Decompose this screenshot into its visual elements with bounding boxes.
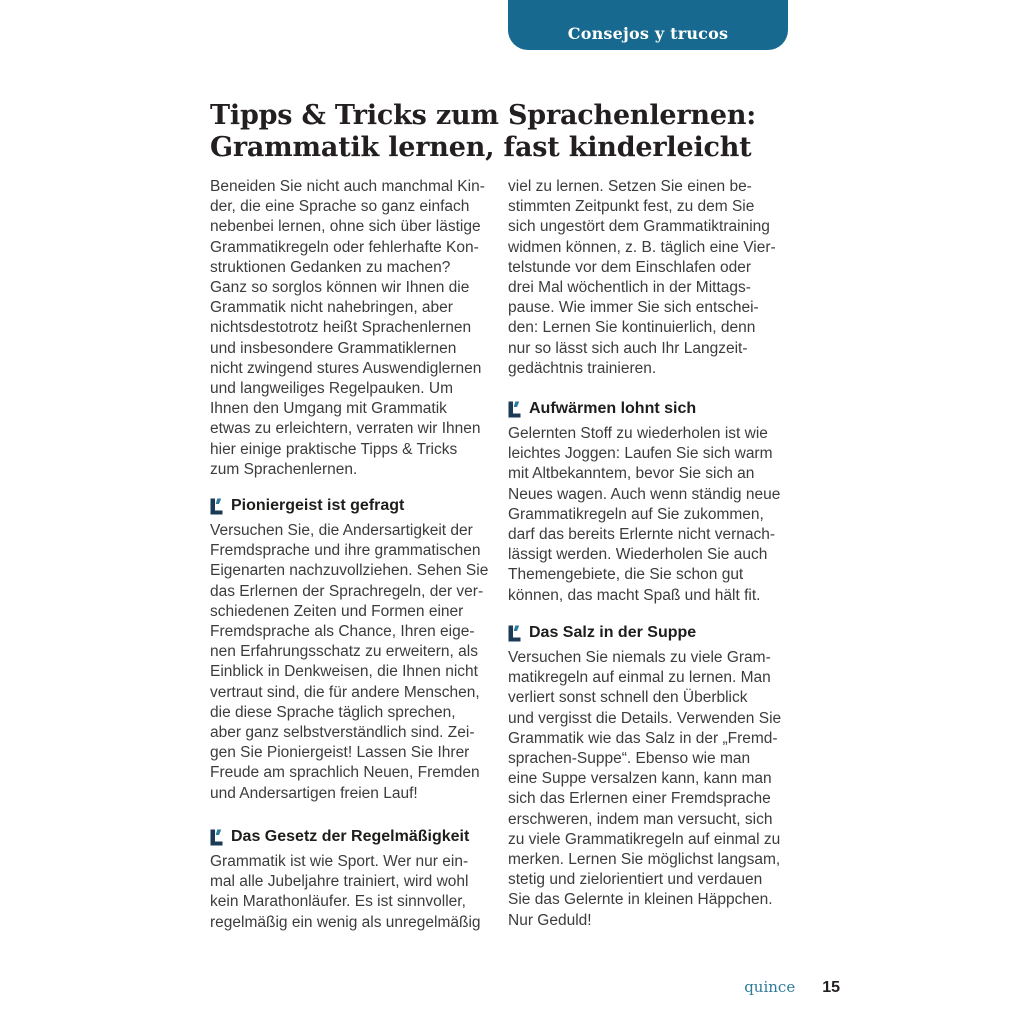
section-paragraph: Gelernten Stoff zu wiederholen ist wie leichtes Joggen: Laufen Sie sich warm mit Altbekanntem, bevor Sie sich an Neues wagen. Auch wenn ständig neue Grammatikregeln auf Sie zukommen, darf das bereits Erlernte nicht vernach- lässigt werden. Wiederholen Sie auch Themengebiete, die Sie schon gut können, das macht Spaß und hält fit.: [508, 425, 781, 604]
page-title-line1: Tipps & Tricks zum Sprachenlernen:: [210, 100, 757, 131]
section-heading-salz: [508, 624, 696, 642]
continuation-paragraph: viel zu lernen. Setzen Sie einen be- stimmten Zeitpunkt fest, zu dem Sie sich ungestört dem Grammatiktraining widmen können, z. B. täglich eine Vier- telstunde vor dem Einschlafen oder drei Mal wöchentlich in der Mittags- pause. Wie immer Sie sich entschei- den: Lernen Sie kontinuierlich, denn nur so lässt sich auch Ihr Langzeit- gedächtnis trainieren.: [508, 178, 776, 377]
page-title: [210, 100, 810, 164]
intro-paragraph: Beneiden Sie nicht auch manchmal Kin- der, die eine Sprache so ganz einfach nebenbei lernen, ohne sich über lästige Grammatikregeln oder fehlerhafte Kon- struktionen Gedanken zu machen? Ganz so sorglos können wir Ihnen die Grammatik nicht nahebringen, aber nichtsdestotrotz heißt Sprachenlernen und insbesondere Grammatiklernen nicht zwingend stures Auswendiglernen und langweiliges Regelpauken. Um Ihnen den Umgang mit Grammatik etwas zu erleichtern, verraten wir Ihnen hier einige praktische Tipps & Tricks zum Sprachenlernen.: [210, 178, 485, 478]
section-heading-label: Das Salz in der Suppe: [529, 624, 697, 641]
footer-page-word: quince: [744, 978, 796, 996]
section-heading-regelmaessigkeit: [210, 828, 469, 846]
langenscheidt-l-icon: [508, 401, 521, 418]
section-heading-label: Das Gesetz der Regelmäßigkeit: [231, 828, 470, 845]
page-title-line2: Grammatik lernen, fast kinderleicht: [210, 132, 752, 163]
section-heading-pioniergeist: [210, 497, 404, 515]
section-paragraph: Grammatik ist wie Sport. Wer nur ein- mal alle Jubeljahre trainiert, wird wohl kein Marathonläufer. Es ist sinnvoller, regelmäßig ein wenig als unregelmäßig: [210, 853, 481, 931]
section-paragraph: Versuchen Sie, die Andersartigkeit der Fremdsprache und ihre grammatischen Eigenarten nachzuvollziehen. Sehen Sie das Erlernen der Sprachregeln, der ver- schiedenen Zeiten und Formen einer Fremdsprache als Chance, Ihren eige- nen Erfahrungsschatz zu erweitern, als Einblick in Denkweisen, die Ihnen nicht vertraut sind, die für andere Menschen, die diese Sprache täglich sprechen, aber ganz selbstverständlich sind. Zei- gen Sie Pioniergeist! Lassen Sie Ihrer Freude am sprachlich Neuen, Fremden und Andersartigen freien Lauf!: [210, 522, 489, 802]
page-footer: [690, 978, 840, 997]
langenscheidt-l-icon: [508, 625, 521, 642]
section-heading-aufwaermen: [508, 400, 696, 418]
header-tab-label: Consejos y trucos: [567, 24, 729, 43]
langenscheidt-l-icon: [210, 829, 223, 846]
header-tab: [508, 0, 788, 50]
footer-page-number: 15: [822, 979, 840, 996]
section-paragraph: Versuchen Sie niemals zu viele Gram- matikregeln auf einmal zu lernen. Man verliert sonst schnell den Überblick und vergisst die Details. Verwenden Sie Grammatik wie das Salz in der „Fremd- sprachen-Suppe“. Ebenso wie man eine Suppe versalzen kann, kann man sich das Erlernen einer Fremdsprache erschweren, indem man versucht, sich zu viele Grammatikregeln auf einmal zu merken. Lernen Sie möglichst langsam, stetig und zielorientiert und verdauen Sie das Gelernte in kleinen Häppchen. Nur Geduld!: [508, 649, 782, 929]
section-heading-label: Pioniergeist ist gefragt: [231, 497, 405, 514]
section-heading-label: Aufwärmen lohnt sich: [529, 400, 697, 417]
langenscheidt-l-icon: [210, 498, 223, 515]
